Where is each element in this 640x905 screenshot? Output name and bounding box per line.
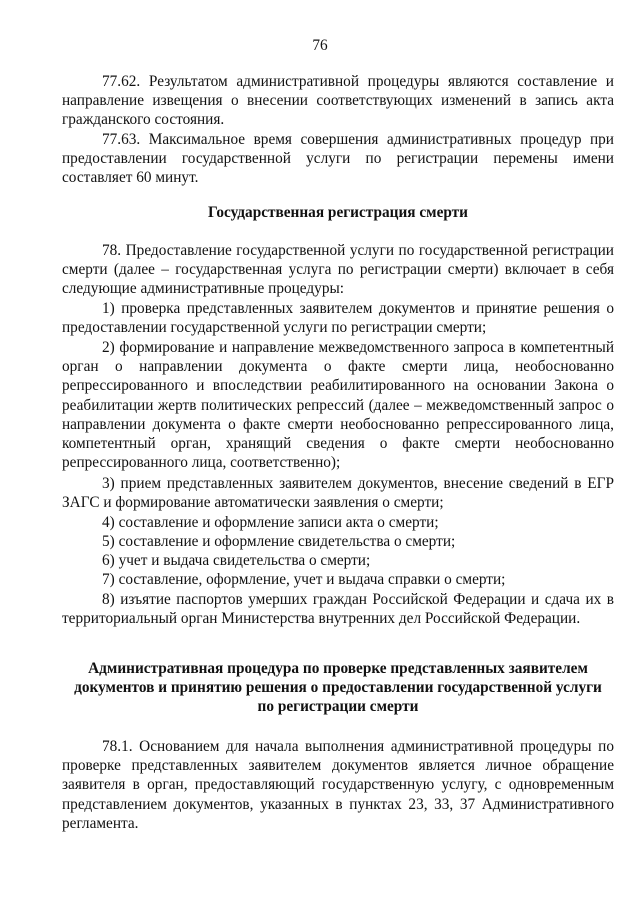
list-item xyxy=(62,551,614,570)
paragraph-78 xyxy=(62,241,614,299)
paragraph-text: 77.63. Максимальное время совершения административных процедур при предоставлении государственной услуги по регистрации перемены имени составляет 60 минут. xyxy=(62,131,614,187)
paragraph-text: 77.62. Результатом административной процедуры являются составление и направление извещения о внесении соответствующих изменений в запись акта гражданского состояния. xyxy=(62,73,614,129)
list-item xyxy=(62,474,614,512)
list-item xyxy=(62,570,614,589)
section-heading-line: документов и принятию решения о предоставлении государственной услуги xyxy=(74,679,602,697)
list-item-text: 4) составление и оформление записи акта о смерти; xyxy=(102,514,439,531)
list-item xyxy=(62,513,614,532)
paragraph-78-1 xyxy=(62,737,614,833)
paragraph-77-63 xyxy=(62,130,614,188)
list-item-text: 6) учет и выдача свидетельства о смерти; xyxy=(102,552,371,569)
section-heading-line: по регистрации смерти xyxy=(257,698,419,716)
page-number: 76 xyxy=(312,37,328,54)
paragraph-text: 78. Предоставление государственной услуги по государственной регистрации смерти (далее – государственная услуга по регистрации смерти) включает в себя следующие административные процедуры: xyxy=(62,242,614,298)
section-heading-procedure xyxy=(62,659,614,717)
list-item xyxy=(62,532,614,551)
list-item-text: 8) изъятие паспортов умерших граждан Российской Федерации и сдача их в территориальный орган Министерства внутренних дел Российской Федерации. xyxy=(62,591,614,628)
list-item-text: 1) проверка представленных заявителем документов и принятие решения о предоставлении государственной услуги по регистрации смерти; xyxy=(62,300,614,337)
list-item xyxy=(62,299,614,337)
list-item xyxy=(62,590,614,628)
paragraph-text: 78.1. Основанием для начала выполнения административной процедуры по проверке представленных заявителем документов является личное обращение заявителя в орган, предоставляющий государственную услугу, с одновременным представлением документов, указанных в пунктах 23, 33, 37 Административного регламента. xyxy=(62,738,614,832)
list-item-text: 7) составление, оформление, учет и выдача справки о смерти; xyxy=(102,571,506,588)
list-item-text: 3) прием представленных заявителем документов, внесение сведений в ЕГР ЗАГС и формирование автоматически заявления о смерти; xyxy=(62,475,614,512)
section-heading-death-registration xyxy=(62,203,614,222)
section-heading-line: Административная процедура по проверке представленных заявителем xyxy=(88,660,588,677)
section-heading: Государственная регистрация смерти xyxy=(208,204,468,221)
paragraph-77-62 xyxy=(62,72,614,130)
list-item xyxy=(62,338,614,472)
list-item-text: 2) формирование и направление межведомственного запроса в компетентный орган о направлении документа о факте смерти лица, необоснованно репрессированного и впоследствии реабилитированного на основании Закона о реабилитации жертв политических репрессий (далее – межведомственный запрос о направлении документа о факте смерти необоснованно репрессированного лица, компетентный орган, хранящий сведения о факте смерти необоснованно репрессированного лица, соответственно); xyxy=(62,339,614,472)
list-item-text: 5) составление и оформление свидетельства о смерти; xyxy=(102,533,456,550)
